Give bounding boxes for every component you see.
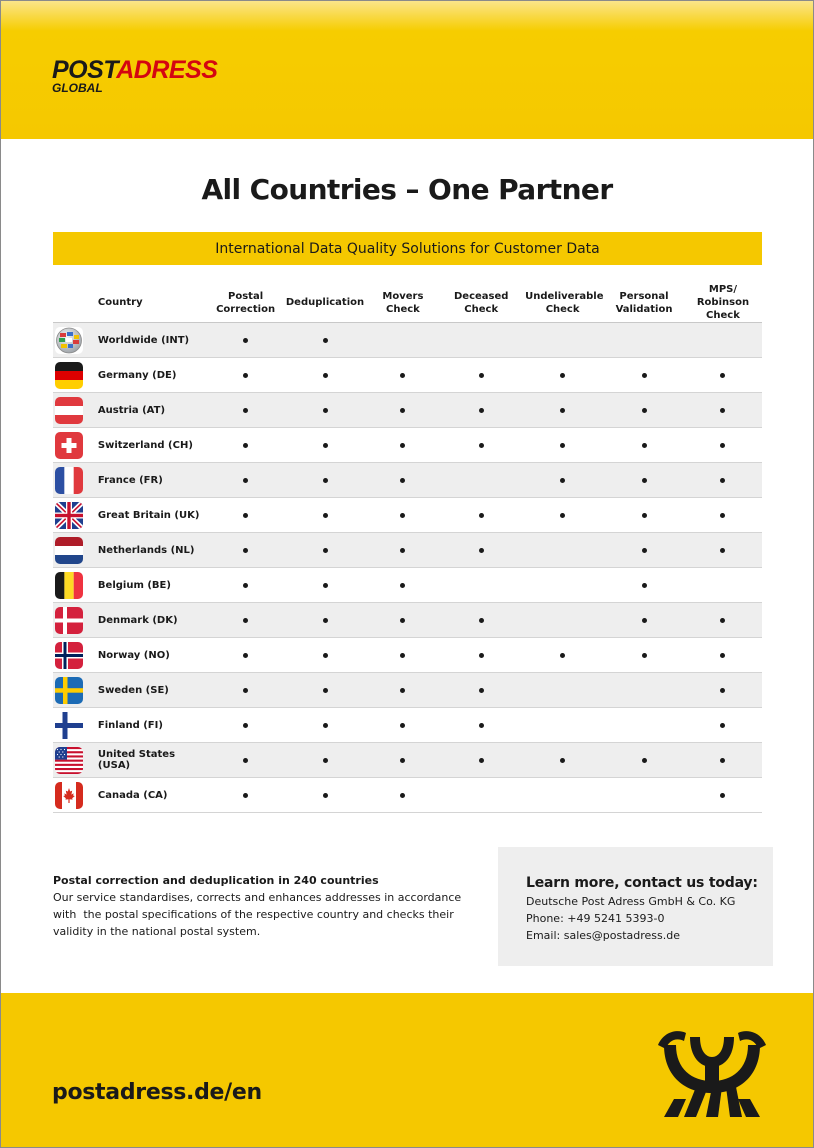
check-cell	[521, 323, 604, 358]
check-cell	[604, 498, 684, 533]
check-dot-icon	[243, 793, 248, 798]
table-header-row	[53, 283, 762, 323]
flag-cell	[53, 603, 94, 638]
column-header-undeliverable-check	[521, 283, 604, 323]
table-row	[53, 673, 762, 708]
check-dot-icon	[323, 583, 328, 588]
check-dot-icon	[400, 653, 405, 658]
country-name: Finland (FI)	[94, 708, 206, 743]
check-cell	[365, 603, 442, 638]
country-name: Germany (DE)	[94, 358, 206, 393]
check-dot-icon	[323, 653, 328, 658]
country-name: Sweden (SE)	[94, 673, 206, 708]
check-cell	[286, 533, 365, 568]
check-cell	[604, 428, 684, 463]
check-cell	[206, 638, 286, 673]
contact-phone: Phone: +49 5241 5393-0	[526, 912, 665, 925]
check-dot-icon	[642, 513, 647, 518]
check-dot-icon	[323, 478, 328, 483]
check-cell	[441, 428, 521, 463]
check-dot-icon	[642, 653, 647, 658]
check-cell	[365, 673, 442, 708]
check-dot-icon	[720, 513, 725, 518]
check-cell	[684, 533, 762, 568]
check-dot-icon	[479, 723, 484, 728]
check-cell	[286, 498, 365, 533]
check-dot-icon	[243, 583, 248, 588]
check-cell	[521, 743, 604, 778]
check-cell	[286, 603, 365, 638]
check-cell	[684, 393, 762, 428]
check-cell	[206, 358, 286, 393]
check-dot-icon	[720, 723, 725, 728]
check-dot-icon	[323, 723, 328, 728]
check-dot-icon	[642, 373, 647, 378]
check-dot-icon	[560, 653, 565, 658]
check-cell	[286, 358, 365, 393]
check-cell	[206, 533, 286, 568]
check-cell	[441, 603, 521, 638]
table-row	[53, 393, 762, 428]
check-dot-icon	[479, 443, 484, 448]
check-cell	[684, 673, 762, 708]
check-dot-icon	[400, 618, 405, 623]
check-dot-icon	[720, 373, 725, 378]
check-dot-icon	[479, 758, 484, 763]
check-cell	[206, 323, 286, 358]
check-dot-icon	[642, 618, 647, 623]
postadress-logo	[52, 57, 217, 94]
check-dot-icon	[479, 548, 484, 553]
check-cell	[441, 708, 521, 743]
check-dot-icon	[479, 618, 484, 623]
norway-flag-icon	[55, 642, 83, 669]
table-row	[53, 743, 762, 778]
logo-post-text: POST	[52, 56, 117, 84]
flag-cell	[53, 428, 94, 463]
check-dot-icon	[642, 478, 647, 483]
check-dot-icon	[323, 373, 328, 378]
check-cell	[206, 743, 286, 778]
check-cell	[286, 463, 365, 498]
country-name: United States (USA)	[94, 743, 206, 778]
flag-cell	[53, 778, 94, 813]
check-dot-icon	[243, 373, 248, 378]
check-dot-icon	[400, 793, 405, 798]
check-dot-icon	[479, 688, 484, 693]
check-dot-icon	[720, 793, 725, 798]
check-cell	[441, 638, 521, 673]
contact-company: Deutsche Post Adress GmbH & Co. KG	[526, 895, 736, 908]
great-britain-flag-icon	[55, 502, 83, 529]
table-row	[53, 323, 762, 358]
table-row	[53, 708, 762, 743]
check-cell	[684, 498, 762, 533]
country-name: Switzerland (CH)	[94, 428, 206, 463]
check-cell	[365, 743, 442, 778]
check-cell	[441, 743, 521, 778]
check-cell	[441, 323, 521, 358]
finland-flag-icon	[55, 712, 83, 739]
table-row	[53, 638, 762, 673]
check-dot-icon	[560, 443, 565, 448]
table-body	[53, 323, 762, 813]
check-dot-icon	[642, 408, 647, 413]
info-text-block	[53, 872, 473, 940]
check-cell	[684, 358, 762, 393]
check-dot-icon	[323, 688, 328, 693]
check-cell	[286, 673, 365, 708]
check-cell	[521, 603, 604, 638]
header-text: Deceased Check	[454, 290, 509, 315]
check-cell	[604, 323, 684, 358]
column-header-mps-robinson-check	[684, 283, 762, 323]
check-cell	[365, 463, 442, 498]
check-cell	[365, 323, 442, 358]
check-cell	[206, 463, 286, 498]
check-cell	[604, 743, 684, 778]
check-dot-icon	[400, 408, 405, 413]
column-header-country: Country	[94, 283, 206, 323]
austria-flag-icon	[55, 397, 83, 424]
flag-cell	[53, 323, 94, 358]
check-cell	[521, 638, 604, 673]
check-cell	[684, 638, 762, 673]
check-dot-icon	[243, 478, 248, 483]
check-dot-icon	[479, 653, 484, 658]
table-row	[53, 463, 762, 498]
flag-cell	[53, 638, 94, 673]
check-cell	[604, 358, 684, 393]
check-cell	[521, 498, 604, 533]
flag-column-header	[53, 283, 94, 323]
check-dot-icon	[479, 373, 484, 378]
check-cell	[604, 603, 684, 638]
check-cell	[684, 568, 762, 603]
check-dot-icon	[720, 478, 725, 483]
header-text: Postal Correction	[216, 290, 276, 315]
header-text: Personal Validation	[615, 290, 673, 315]
check-dot-icon	[560, 513, 565, 518]
check-dot-icon	[243, 723, 248, 728]
check-cell	[286, 323, 365, 358]
check-cell	[206, 498, 286, 533]
check-dot-icon	[400, 548, 405, 553]
contact-email[interactable]: Email: sales@postadress.de	[526, 929, 680, 942]
check-cell	[441, 673, 521, 708]
country-name: Austria (AT)	[94, 393, 206, 428]
country-name: Canada (CA)	[94, 778, 206, 813]
table-row	[53, 778, 762, 813]
check-cell	[286, 568, 365, 603]
check-dot-icon	[323, 618, 328, 623]
check-cell	[286, 708, 365, 743]
check-cell	[206, 673, 286, 708]
check-dot-icon	[243, 513, 248, 518]
france-flag-icon	[55, 467, 83, 494]
check-cell	[521, 708, 604, 743]
header-text: Movers Check	[382, 290, 424, 315]
check-cell	[684, 708, 762, 743]
flag-cell	[53, 568, 94, 603]
check-dot-icon	[479, 513, 484, 518]
check-cell	[441, 568, 521, 603]
denmark-flag-icon	[55, 607, 83, 634]
check-dot-icon	[243, 618, 248, 623]
check-cell	[604, 708, 684, 743]
check-cell	[521, 568, 604, 603]
check-cell	[365, 708, 442, 743]
check-dot-icon	[400, 478, 405, 483]
contact-title: Learn more, contact us today:	[526, 875, 758, 891]
switzerland-flag-icon	[55, 432, 83, 459]
check-cell	[365, 498, 442, 533]
check-cell	[521, 358, 604, 393]
check-dot-icon	[560, 408, 565, 413]
table-row	[53, 533, 762, 568]
check-dot-icon	[243, 688, 248, 693]
check-cell	[365, 533, 442, 568]
flag-cell	[53, 498, 94, 533]
germany-flag-icon	[55, 362, 83, 389]
check-dot-icon	[642, 548, 647, 553]
check-cell	[365, 428, 442, 463]
flag-cell	[53, 463, 94, 498]
check-cell	[365, 638, 442, 673]
check-cell	[521, 428, 604, 463]
logo-wordmark	[52, 57, 217, 83]
check-dot-icon	[243, 338, 248, 343]
check-dot-icon	[560, 478, 565, 483]
check-dot-icon	[642, 758, 647, 763]
subtitle-banner: International Data Quality Solutions for Customer Data	[53, 232, 762, 265]
check-dot-icon	[720, 548, 725, 553]
belgium-flag-icon	[55, 572, 83, 599]
check-cell	[206, 778, 286, 813]
check-cell	[441, 393, 521, 428]
check-cell	[684, 778, 762, 813]
check-cell	[286, 638, 365, 673]
check-cell	[365, 358, 442, 393]
check-dot-icon	[400, 443, 405, 448]
check-cell	[441, 498, 521, 533]
check-dot-icon	[642, 443, 647, 448]
contact-box	[498, 847, 773, 966]
check-cell	[604, 533, 684, 568]
check-cell	[441, 533, 521, 568]
country-name: France (FR)	[94, 463, 206, 498]
check-dot-icon	[323, 548, 328, 553]
country-name: Netherlands (NL)	[94, 533, 206, 568]
info-body-line: Our service standardises, corrects and enhances addresses in accordance	[53, 891, 462, 904]
table-row	[53, 428, 762, 463]
service-matrix-table	[53, 283, 762, 813]
check-dot-icon	[323, 758, 328, 763]
check-dot-icon	[560, 758, 565, 763]
header-text: Undeliverable Check	[525, 290, 604, 315]
check-dot-icon	[243, 653, 248, 658]
check-cell	[441, 463, 521, 498]
column-header-movers-check	[365, 283, 442, 323]
canada-flag-icon	[55, 782, 83, 809]
check-cell	[684, 603, 762, 638]
check-cell	[684, 323, 762, 358]
check-dot-icon	[400, 583, 405, 588]
flag-cell	[53, 673, 94, 708]
column-header-deduplication: Deduplication	[286, 283, 365, 323]
check-cell	[521, 533, 604, 568]
table-row	[53, 603, 762, 638]
usa-flag-icon	[55, 747, 83, 774]
check-dot-icon	[720, 408, 725, 413]
check-cell	[365, 393, 442, 428]
check-cell	[521, 778, 604, 813]
check-dot-icon	[720, 618, 725, 623]
check-dot-icon	[400, 723, 405, 728]
check-dot-icon	[642, 583, 647, 588]
check-dot-icon	[243, 548, 248, 553]
check-cell	[206, 568, 286, 603]
check-dot-icon	[400, 688, 405, 693]
check-cell	[604, 568, 684, 603]
check-cell	[365, 778, 442, 813]
country-name: Denmark (DK)	[94, 603, 206, 638]
flag-cell	[53, 743, 94, 778]
check-dot-icon	[479, 408, 484, 413]
check-cell	[604, 638, 684, 673]
info-body-line: validity in the national postal system.	[53, 925, 261, 938]
check-cell	[441, 778, 521, 813]
check-dot-icon	[243, 758, 248, 763]
check-cell	[286, 428, 365, 463]
page-title: All Countries – One Partner	[201, 173, 613, 206]
info-body-line: with the postal specifications of the respective country and checks their	[53, 908, 454, 921]
check-dot-icon	[720, 653, 725, 658]
check-cell	[604, 393, 684, 428]
logo-global-text: GLOBAL	[52, 81, 103, 95]
info-title: Postal correction and deduplication in 240 countries	[53, 874, 379, 887]
check-cell	[206, 708, 286, 743]
check-dot-icon	[400, 373, 405, 378]
check-cell	[365, 568, 442, 603]
netherlands-flag-icon	[55, 537, 83, 564]
check-cell	[684, 463, 762, 498]
check-dot-icon	[720, 443, 725, 448]
country-name: Belgium (BE)	[94, 568, 206, 603]
check-cell	[521, 463, 604, 498]
check-dot-icon	[560, 373, 565, 378]
check-cell	[286, 393, 365, 428]
check-dot-icon	[720, 758, 725, 763]
check-dot-icon	[243, 443, 248, 448]
table-row	[53, 358, 762, 393]
check-dot-icon	[323, 408, 328, 413]
check-cell	[521, 673, 604, 708]
check-cell	[684, 743, 762, 778]
flag-cell	[53, 533, 94, 568]
check-dot-icon	[323, 793, 328, 798]
check-cell	[604, 463, 684, 498]
check-cell	[441, 358, 521, 393]
flag-cell	[53, 393, 94, 428]
flag-cell	[53, 358, 94, 393]
check-cell	[206, 393, 286, 428]
check-dot-icon	[400, 513, 405, 518]
check-dot-icon	[323, 513, 328, 518]
post-horn-icon	[656, 1027, 768, 1119]
sweden-flag-icon	[55, 677, 83, 704]
world-icon	[55, 327, 83, 354]
top-yellow-band	[1, 1, 813, 139]
table-row	[53, 498, 762, 533]
column-header-personal-validation	[604, 283, 684, 323]
country-name: Worldwide (INT)	[94, 323, 206, 358]
check-cell	[604, 673, 684, 708]
logo-adress-text: ADRESS	[116, 56, 218, 84]
check-cell	[206, 428, 286, 463]
check-dot-icon	[720, 688, 725, 693]
check-cell	[286, 778, 365, 813]
country-name: Norway (NO)	[94, 638, 206, 673]
column-header-deceased-check	[441, 283, 521, 323]
check-dot-icon	[323, 338, 328, 343]
check-cell	[604, 778, 684, 813]
header-text: MPS/ Robinson Check	[696, 284, 750, 321]
column-header-postal-correction	[206, 283, 286, 323]
check-dot-icon	[323, 443, 328, 448]
check-dot-icon	[400, 758, 405, 763]
check-cell	[206, 603, 286, 638]
check-cell	[286, 743, 365, 778]
check-dot-icon	[243, 408, 248, 413]
country-name: Great Britain (UK)	[94, 498, 206, 533]
flag-cell	[53, 708, 94, 743]
website-link[interactable]: postadress.de/en	[52, 1080, 262, 1105]
check-cell	[521, 393, 604, 428]
table-row	[53, 568, 762, 603]
check-cell	[684, 428, 762, 463]
